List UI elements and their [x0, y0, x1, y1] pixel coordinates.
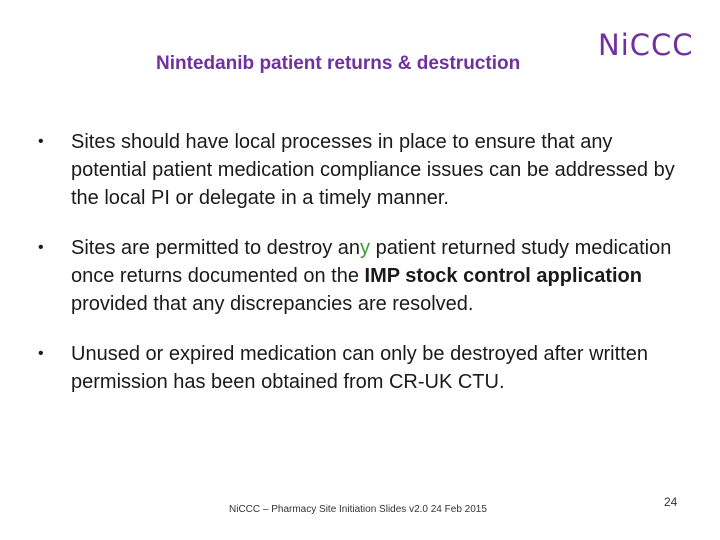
- bullet-text: Sites should have local processes in place to ensure that any potential patient medication compliance issues can be addressed by the local PI or delegate in a timely manner.: [71, 131, 675, 209]
- bullet-list: [38, 128, 678, 396]
- bullet-item-unused-medication: [38, 340, 678, 396]
- bullet-text-mid: patient returned study medication once returns documented on the: [71, 237, 672, 287]
- slide-footer: NiCCC – Pharmacy Site Initiation Slides v2.0 24 Feb 2015: [229, 504, 487, 515]
- bullet-text-start: Sites are permitted to destroy an: [71, 237, 361, 259]
- bullet-icon: •: [38, 239, 44, 256]
- slide-title: Nintedanib patient returns & destruction: [156, 53, 521, 74]
- bullet-icon: •: [38, 345, 44, 362]
- bullet-item-local-processes: [38, 128, 678, 212]
- bullet-item-destroy-returns: [38, 234, 678, 318]
- bullet-highlight: y: [360, 237, 371, 259]
- bullet-text-end: provided that any discrepancies are resolved.: [71, 293, 474, 315]
- niccc-logo: NiCCC: [598, 28, 694, 62]
- bullet-icon: •: [38, 133, 44, 150]
- bullet-bold-term: IMP stock control application: [364, 265, 642, 287]
- bullet-text: Unused or expired medication can only be destroyed after written permission has been obtained from CR-UK CTU.: [71, 343, 648, 393]
- page-number: 24: [664, 495, 678, 509]
